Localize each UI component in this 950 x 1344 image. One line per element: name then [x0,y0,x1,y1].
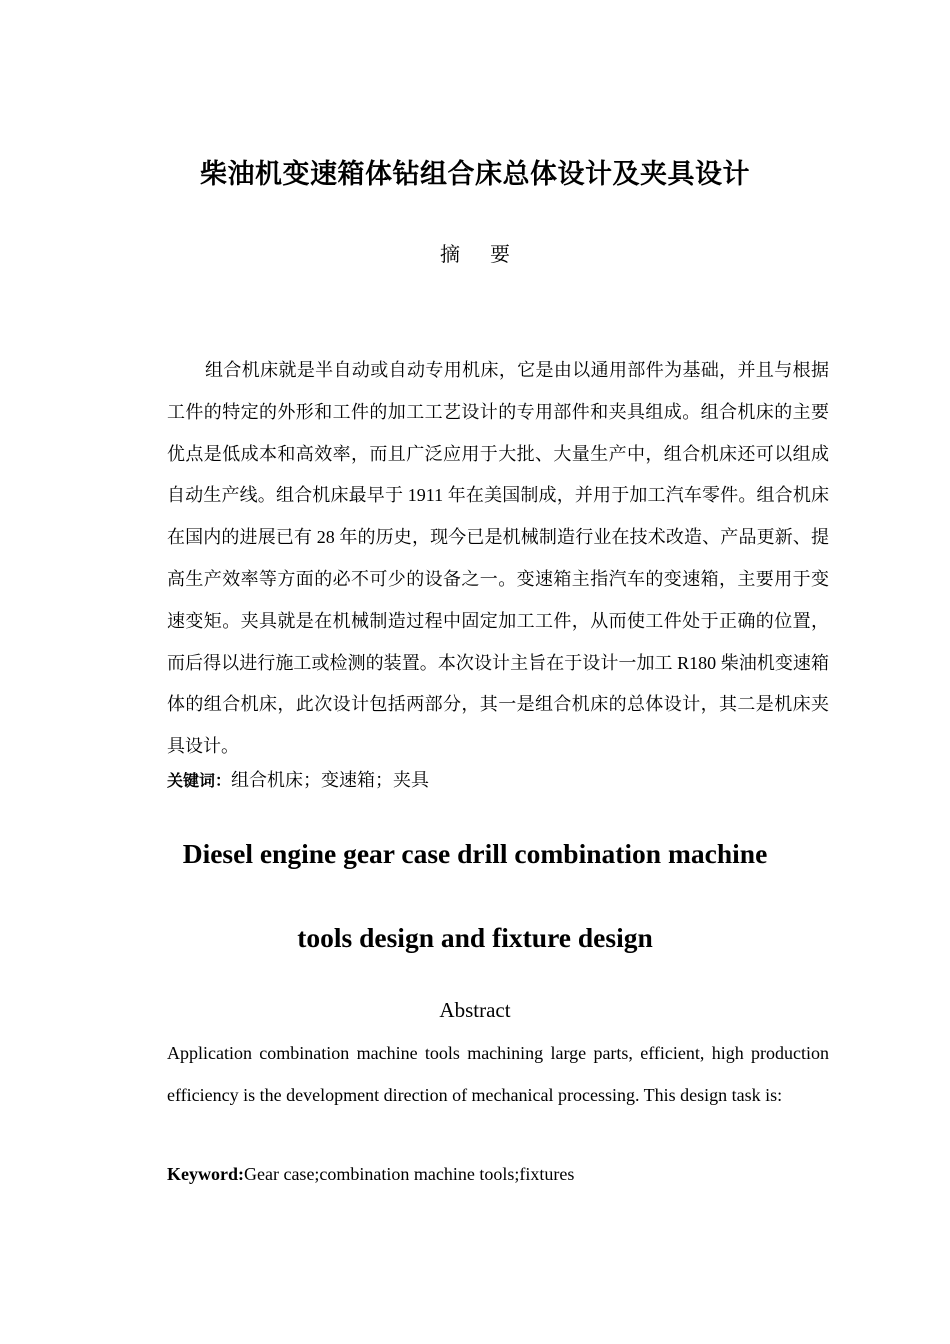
english-title-line-2: tools design and fixture design [297,922,653,953]
english-keywords-text: Gear case;combination machine tools;fixtures [243,1164,575,1184]
english-abstract-heading: Abstract [439,998,511,1022]
english-title-line-1: Diesel engine gear case drill combination machine [182,838,768,869]
english-abstract-body: Application combination machine tools machining large parts, efficient, high production efficiency is the development direction of mechanical processing. This design task is: [167,1043,829,1105]
chinese-keywords [167,766,429,795]
chinese-abstract-heading: 摘要 [440,244,540,266]
english-title [0,812,950,980]
english-keywords-label: Keyword: [167,1164,244,1184]
chinese-keywords-label: 关键词： [167,771,232,790]
english-keywords [167,1160,574,1188]
chinese-title: 柴油机变速箱体钻组合床总体设计及夹具设计 [200,159,750,190]
chinese-abstract-body: 组合机床就是半自动或自动专用机床，它是由以通用部件为基础，并且与根据工件的特定的外形和工件的加工工艺设计的专用部件和夹具组成。组合机床的主要优点是低成本和高效率，而且广泛应用于大批、大量生产中，组合机床还可以组成自动生产线。组合机床最早于 1911 年在美国制成，并用于加工汽车零件。组合机床在国内的进展已有 28 年的历史，现今已是机械制造行业在技术改造、产品更新、提高生产效率等方面的必不可少的设备之一。变速箱主指汽车的变速箱，主要用于变速变矩。夹具就是在机械制造过程中固定加工工件，从而使工件处于正确的位置，而后得以进行施工或检测的装置。本次设计主旨在于设计一加工 R180 柴油机变速箱体的组合机床，此次设计包括两部分，其一是组合机床的总体设计，其二是机床夹具设计。 [167,360,829,757]
chinese-keywords-text: 组合机床；变速箱；夹具 [231,770,430,790]
